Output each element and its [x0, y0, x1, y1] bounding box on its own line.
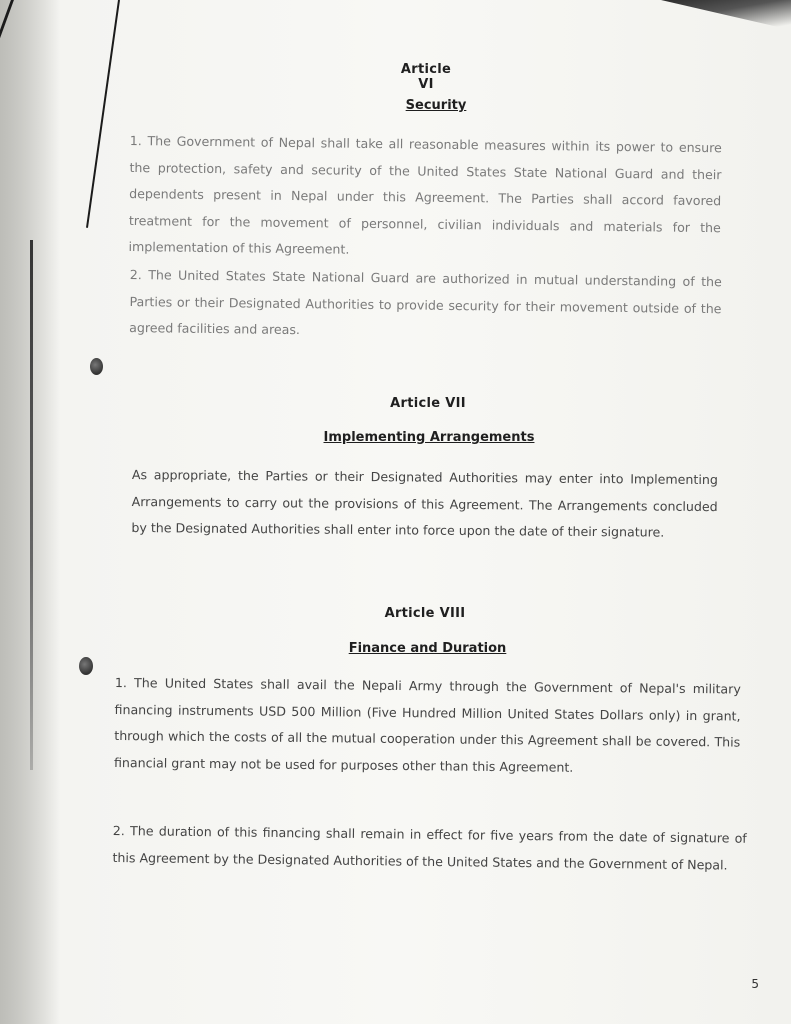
article-viii-paragraph-1: 1. The United States shall avail the Nepali Army through the Government of Nepal's military financing instruments USD 500 Million (Five Hundred Million United States Dollars only) in grant, through which the costs of all the mutual cooperation under this Agreement shall be covered. This financial grant may not be used for purposes other than this Agreement. [113, 674, 741, 775]
article-vi-paragraph-1: 1. The Government of Nepal shall take all reasonable measures within its power to ensure the protection, safety and security of the United States State National Guard and their dependents present in Nepal under this Agreement. The Parties shall accord favored treatment for the movement of personnel, civilian individuals and materials for the implementation of this Agreement. [128, 132, 722, 257]
scan-binding-line [30, 240, 33, 770]
article-vi-paragraph-2: 2. The United States State National Guard are authorized in mutual understanding of the Parties or their Designated Authorities to provide security for their movement outside of the agreed facilities and areas. [129, 266, 722, 338]
article-vi-title: Security [405, 98, 467, 113]
article-vii-paragraph-1: As appropriate, the Parties or their Designated Authorities may enter into Implementing Arrangements to carry out the provisions of this Agreement. The Arrangements concluded by the Designated Authorities shall enter into force upon the date of their signature. [131, 466, 718, 540]
article-viii-heading: Article VIII [384, 606, 466, 621]
article-vii-title: Implementing Arrangements [323, 430, 535, 445]
scan-fold-line [86, 0, 120, 228]
corner-fold-shadow [661, 0, 791, 30]
punch-hole-top [90, 358, 103, 375]
article-viii-title: Finance and Duration [348, 641, 507, 656]
page-number: 5 [751, 977, 759, 991]
article-viii-paragraph-2: 2. The duration of this financing shall remain in effect for five years from the date of signature of this Agreement by the Designated Authorities of the United States and the Government of Nepal. [112, 822, 747, 873]
punch-hole-bottom [79, 657, 93, 675]
article-vii-heading: Article VII [390, 396, 466, 411]
article-vi-heading: Article VI [400, 62, 452, 92]
